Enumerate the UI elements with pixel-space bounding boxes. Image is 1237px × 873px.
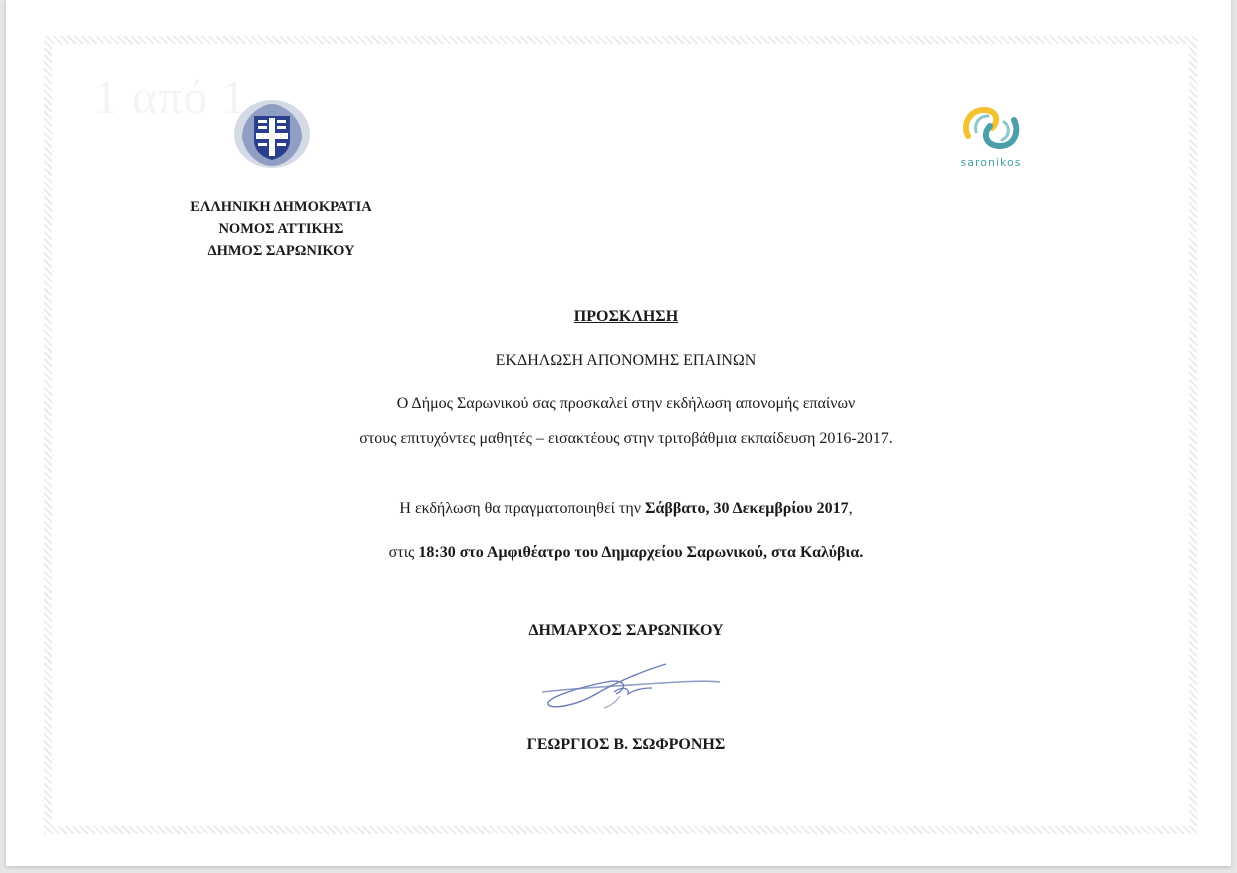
greek-coat-of-arms-icon	[232, 98, 312, 170]
event-date-prefix: Η εκδήλωση θα πραγματοποιηθεί την	[399, 500, 645, 517]
invitation-body-line-1: Ο Δήμος Σαρωνικού σας προσκαλεί στην εκδήλωση απονομής επαίνων	[396, 395, 856, 412]
event-venue-prefix: στις	[388, 544, 419, 561]
signatory-role: ΔΗΜΑΡΧΟΣ ΣΑΡΩΝΙΚΟΥ	[528, 622, 724, 639]
event-venue-line	[186, 544, 1066, 562]
invitation-title: ΠΡΟΣΚΛΗΣΗ	[573, 308, 679, 325]
event-date-line	[186, 500, 1066, 518]
issuer-header	[126, 196, 436, 262]
page-watermark: 1 από 1	[94, 71, 247, 124]
signatory-name: ΓΕΩΡΓΙΟΣ Β. ΣΩΦΡΟΝΗΣ	[526, 736, 726, 753]
invitation-subtitle: ΕΚΔΗΛΩΣΗ ΑΠΟΝΟΜΗΣ ΕΠΑΙΝΩΝ	[495, 352, 757, 369]
header-line-prefecture: ΝΟΜΟΣ ΑΤΤΙΚΗΣ	[218, 221, 344, 237]
event-date: Σάββατο, 30 Δεκεμβρίου 2017	[645, 500, 849, 517]
document-page	[6, 0, 1231, 866]
logo-text: saronikos	[960, 156, 1022, 169]
handwritten-signature	[536, 658, 726, 714]
header-line-municipality: ΔΗΜΟΣ ΣΑΡΩΝΙΚΟΥ	[207, 243, 355, 259]
header-line-country: ΕΛΛΗΝΙΚΗ ΔΗΜΟΚΡΑΤΙΑ	[190, 199, 372, 215]
saronikos-logo	[951, 102, 1031, 169]
event-venue: 18:30 στο Αμφιθέατρο του Δημαρχείου Σαρωνικού, στα Καλύβια.	[418, 544, 864, 561]
invitation-body-line-2: στους επιτυχόντες μαθητές – εισακτέους στην τριτοβάθμια εκπαίδευση 2016-2017.	[359, 430, 893, 447]
event-date-suffix: ,	[848, 500, 853, 517]
saronikos-logo-icon	[956, 102, 1026, 152]
